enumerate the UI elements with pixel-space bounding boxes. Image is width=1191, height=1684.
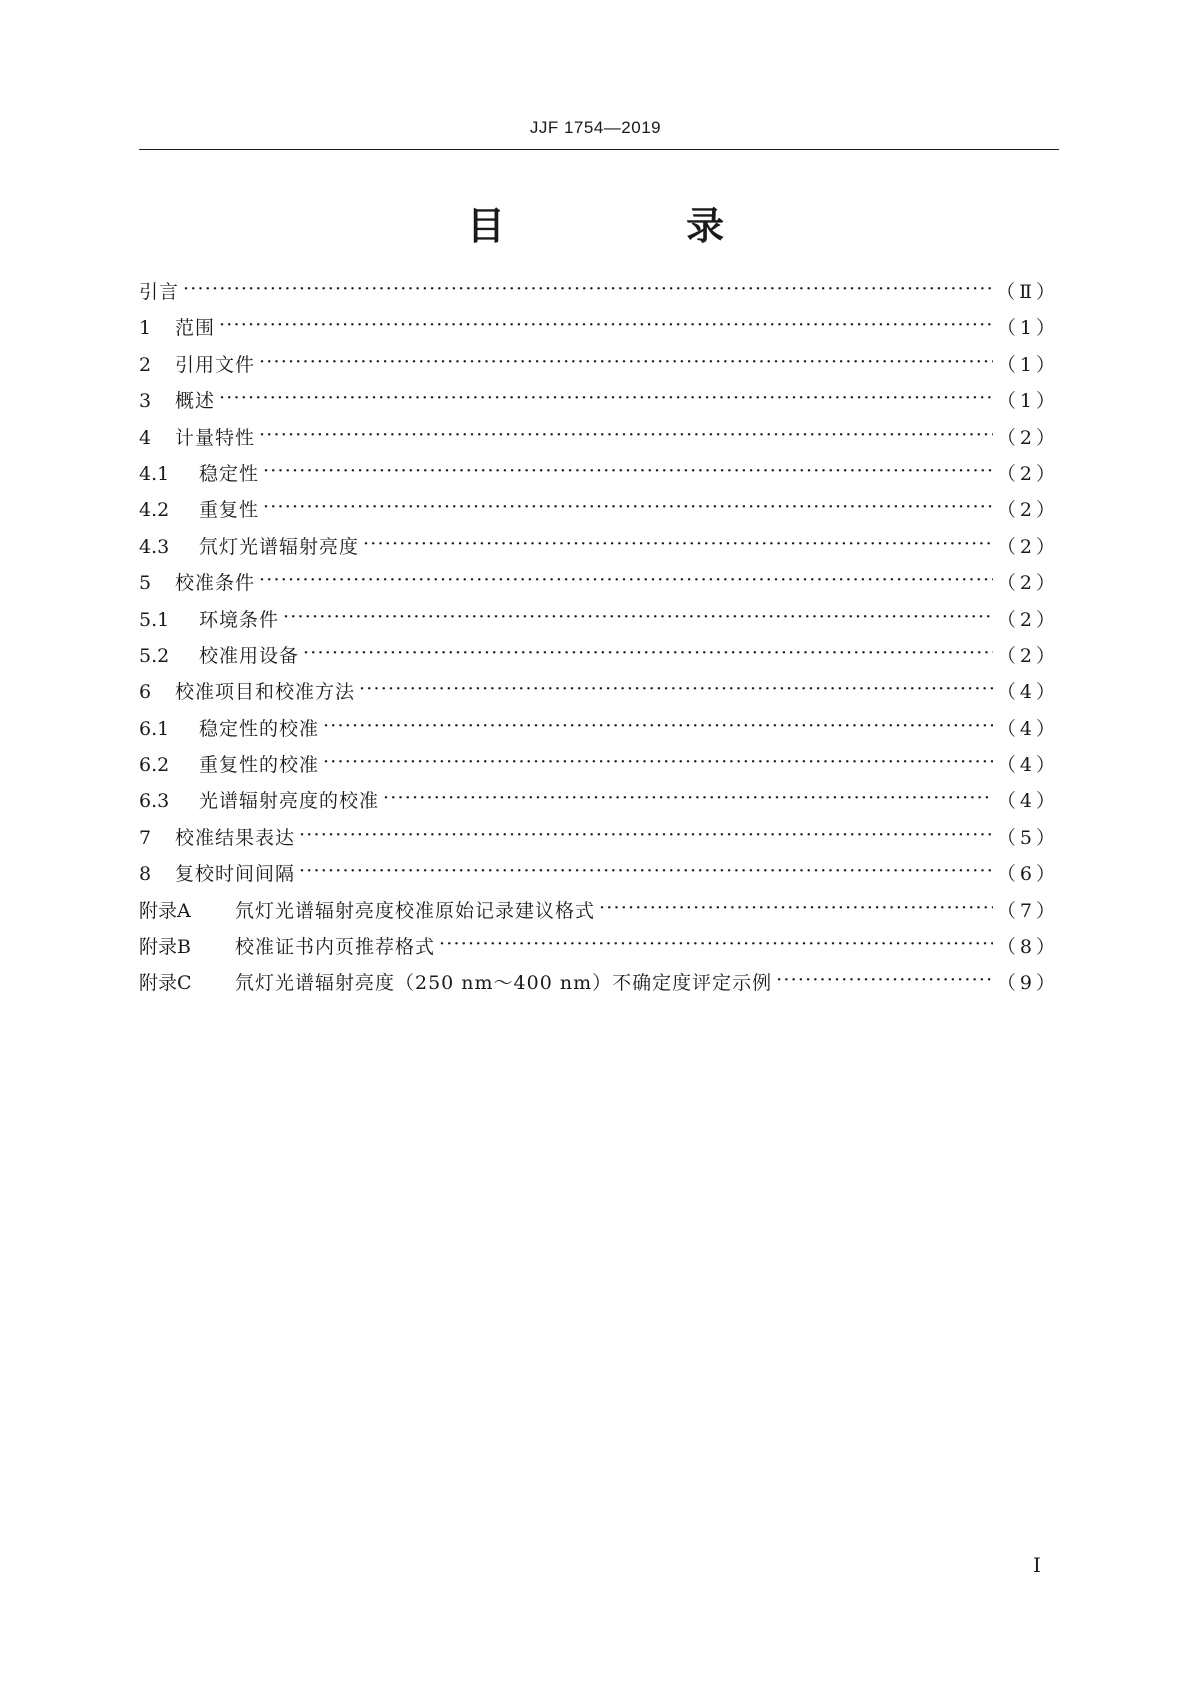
toc-entry-page: （8） — [996, 936, 1059, 959]
toc-entry-label: 环境条件 — [199, 608, 280, 631]
toc-entry-label: 计量特性 — [175, 426, 256, 449]
toc-title: 目 录 — [466, 204, 809, 248]
toc-entry-label: 氘灯光谱辐射亮度（250 nm～400 nm）不确定度评定示例 — [235, 972, 773, 995]
toc-entry-page: （2） — [996, 608, 1059, 631]
header-divider — [139, 149, 1059, 150]
toc-entry-5-1[interactable] — [139, 605, 1059, 641]
toc-entry-page: （1） — [996, 317, 1059, 340]
toc-entry-label: 校准项目和校准方法 — [175, 681, 356, 704]
toc-entry-6-3[interactable] — [139, 786, 1059, 822]
toc-entry-6-2[interactable] — [139, 750, 1059, 786]
toc-leader-dots — [599, 898, 993, 917]
toc-entry-3[interactable] — [139, 386, 1059, 422]
toc-entry-6-1[interactable] — [139, 714, 1059, 750]
toc-entry-label: 光谱辐射亮度的校准 — [199, 790, 380, 813]
page-number: Ⅰ — [1033, 1553, 1041, 1577]
toc-entry-page: （2） — [996, 499, 1059, 522]
toc-entry-appendix-c[interactable] — [139, 968, 1059, 1004]
toc-leader-dots — [219, 315, 993, 334]
toc-entry-page: （1） — [996, 353, 1059, 376]
toc-entry-number: 1 — [139, 317, 152, 340]
toc-entry-4-1[interactable] — [139, 459, 1059, 495]
toc-leader-dots — [263, 497, 993, 516]
toc-entry-page: （Ⅱ） — [996, 281, 1059, 303]
toc-entry-label: 引用文件 — [175, 353, 256, 376]
toc-entry-label: 复校时间间隔 — [175, 863, 296, 886]
toc-leader-dots — [303, 643, 993, 662]
toc-entry-page: （4） — [996, 681, 1059, 704]
toc-entry-number: 6.1 — [139, 717, 170, 740]
toc-entry-number: 附录A — [139, 899, 191, 922]
toc-entry-8[interactable] — [139, 859, 1059, 895]
toc-entry-label: 重复性的校准 — [199, 754, 320, 777]
toc-entry-number: 3 — [139, 390, 152, 413]
toc-leader-dots — [359, 679, 993, 698]
toc-entry-number: 附录C — [139, 972, 192, 995]
toc-entry-page: （1） — [996, 390, 1059, 413]
toc-entry-label: 校准结果表达 — [175, 826, 296, 849]
toc-entry-7[interactable] — [139, 823, 1059, 859]
standard-code-header: JJF 1754—2019 — [529, 118, 662, 137]
toc-entry-page: （2） — [996, 426, 1059, 449]
toc-entry-page: （9） — [996, 972, 1059, 995]
toc-entry-appendix-b[interactable] — [139, 932, 1059, 968]
toc-entry-number: 6.2 — [139, 754, 170, 777]
toc-entry-6[interactable] — [139, 677, 1059, 713]
toc-leader-dots — [363, 534, 993, 553]
toc-leader-dots — [283, 607, 993, 626]
toc-entry-label: 校准用设备 — [199, 644, 300, 667]
toc-entry-page: （7） — [996, 899, 1059, 922]
toc-entry-page: （5） — [996, 826, 1059, 849]
toc-entry-4-3[interactable] — [139, 532, 1059, 568]
toc-entry-4[interactable] — [139, 423, 1059, 459]
toc-entry-number: 5.1 — [139, 608, 170, 631]
toc-leader-dots — [299, 825, 993, 844]
toc-entry-page: （2） — [996, 535, 1059, 558]
toc-entry-number: 7 — [139, 826, 152, 849]
toc-leader-dots — [776, 970, 993, 989]
toc-entry-page: （4） — [996, 790, 1059, 813]
toc-entry-label: 稳定性的校准 — [199, 717, 320, 740]
toc-entry-4-2[interactable] — [139, 495, 1059, 531]
toc-leader-dots — [383, 788, 993, 807]
toc-entry-page: （2） — [996, 572, 1059, 595]
toc-entry-number: 2 — [139, 353, 152, 376]
toc-entry-label: 重复性 — [199, 499, 260, 522]
toc-entry-label: 氘灯光谱辐射亮度 — [199, 535, 360, 558]
toc-entry-label: 稳定性 — [199, 462, 260, 485]
toc-entry-page: （6） — [996, 863, 1059, 886]
toc-entry-2[interactable] — [139, 350, 1059, 386]
toc-leader-dots — [439, 934, 993, 953]
toc-entry-number: 4.3 — [139, 535, 170, 558]
toc-leader-dots — [263, 461, 993, 480]
toc-entry-label: 校准条件 — [175, 572, 256, 595]
toc-entry-number: 4 — [139, 426, 152, 449]
toc-entry-5-2[interactable] — [139, 641, 1059, 677]
toc-entry-label: 校准证书内页推荐格式 — [235, 936, 436, 959]
toc-leader-dots — [259, 352, 993, 371]
toc-entry-5[interactable] — [139, 568, 1059, 604]
toc-leader-dots — [219, 388, 993, 407]
toc-entry-number: 附录B — [139, 936, 191, 959]
toc-entry-number: 5.2 — [139, 644, 170, 667]
toc-entry-1[interactable] — [139, 313, 1059, 349]
toc-entry-number: 4.2 — [139, 499, 170, 522]
toc-leader-dots — [259, 570, 993, 589]
toc-entry-label: 引言 — [139, 281, 180, 303]
toc-leader-dots — [323, 716, 993, 735]
toc-entry-label: 氘灯光谱辐射亮度校准原始记录建议格式 — [235, 899, 596, 922]
toc-entry-label: 范围 — [175, 317, 216, 340]
toc-entry-appendix-a[interactable] — [139, 896, 1059, 932]
toc-entry-number: 5 — [139, 572, 152, 595]
toc-leader-dots — [259, 425, 993, 444]
toc-entry-page: （4） — [996, 717, 1059, 740]
toc-entry-number: 6.3 — [139, 790, 170, 813]
toc-entry-number: 6 — [139, 681, 152, 704]
toc-entry-page: （4） — [996, 754, 1059, 777]
toc-leader-dots — [183, 279, 992, 298]
toc-entry-number: 8 — [139, 863, 152, 886]
toc-entry-page: （2） — [996, 462, 1059, 485]
toc-entry-label: 概述 — [175, 390, 216, 413]
toc-entry-page: （2） — [996, 644, 1059, 667]
toc-leader-dots — [323, 752, 993, 771]
toc-leader-dots — [299, 861, 993, 880]
toc-list — [139, 277, 1059, 1005]
toc-entry-number: 4.1 — [139, 462, 170, 485]
toc-entry-foreword[interactable] — [139, 277, 1059, 313]
